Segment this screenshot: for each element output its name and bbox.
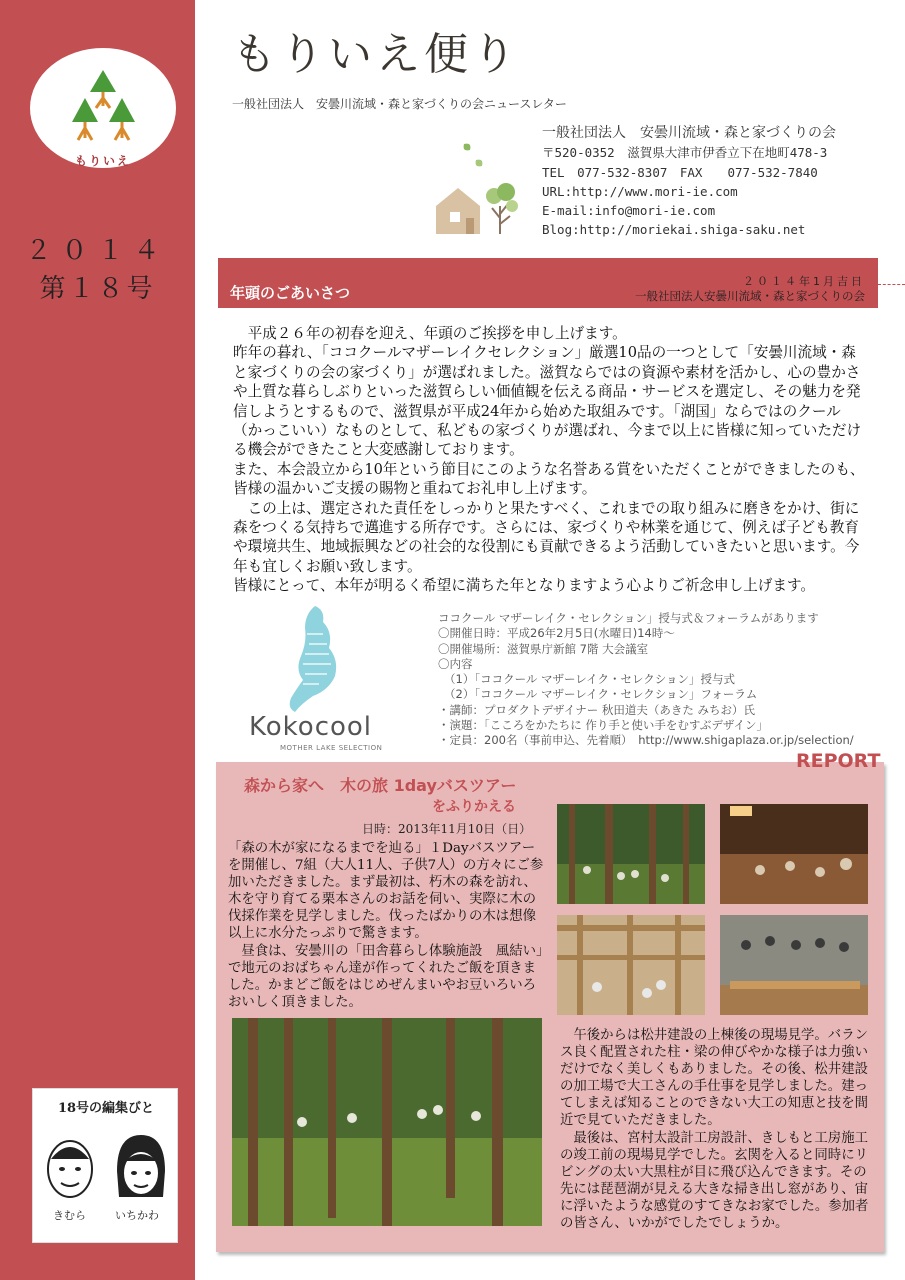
- report-paragraph: 「森の木が家になるまでを辿る」１Dayバスツアーを開催し、7組（大人11人、子供7人）の方々にご参加いただきました。まず最初は、朽木の森を訪れ、木を守り育てる栗本さんのお話を伺い、実際に木の伐採作業を見学しました。伐ったばかりの木は想像以上に水分たっぷりで驚きます。: [228, 841, 544, 942]
- greeting-org: 一般社団法人安曇川流域・森と家づくりの会: [635, 289, 865, 303]
- editor-name-kimura: きむら: [53, 1209, 86, 1222]
- issue-number: 第１８号: [39, 274, 156, 304]
- event-line: ・講師：プロダクトデザイナー 秋田道夫（あきた みちお）氏: [438, 702, 756, 717]
- editor-face-kimura-icon: [43, 1131, 97, 1203]
- kokocool-logo-sub: MOTHER LAKE SELECTION: [280, 744, 383, 752]
- event-line: ・定員：200名（事前申込、先着順） http://www.shigaplaza.or.jp/selection/: [438, 733, 854, 748]
- report-date: 日時：2013年11月10日（日）: [362, 822, 532, 836]
- event-line: 〇内容: [438, 656, 473, 671]
- report-paragraph: 最後は、宮村太設計工房設計、きしもと工房施工の竣工前の現場見学でした。玄関を入ると同時にリビングの太い大黒柱が目に飛び込んできます。その先には琵琶湖が見える大きな掃き出し窓があり、宙に浮いたような感覚のすてきなお家でした。参加者の皆さん、いかがでしたでしょうか。: [560, 1130, 869, 1232]
- newsletter-title: もりいえ便り: [232, 29, 520, 80]
- contact-email[interactable]: E-mail:info@mori-ie.com: [542, 203, 716, 219]
- event-line: 〇開催場所：滋賀県庁新館 7階 大会議室: [438, 641, 649, 656]
- greeting-paragraph: この上は、選定された責任をしっかりと果たすべく、これまでの取り組みに磨きをかけ、街に森をつくる気持ちで邁進する所存です。さらには、家づくりや林業を通じて、例えば子ども教育や環境共生、地域振興などの社会的な役割にも貢献できるよう活動していきたいと思います。今年も宜しくお願い致します。: [233, 499, 860, 575]
- event-line: ココクール マザーレイク・セレクション」授与式＆フォーラムがあります: [438, 611, 819, 625]
- event-line: （1）「ココクール マザーレイク・セレクション」授与式: [444, 672, 735, 687]
- contact-blog[interactable]: Blog:http://moriekai.shiga-saku.net: [542, 222, 806, 238]
- kokocool-logo-name: Kokocool: [249, 712, 373, 742]
- photo-forest-group: [557, 804, 705, 904]
- photo-workshop: [720, 915, 868, 1015]
- newsletter-subtitle: 一般社団法人 安曇川流域・森と家づくりの会ニュースレター: [232, 97, 567, 111]
- editor-face-ichikawa-icon: [113, 1131, 169, 1203]
- logo: [30, 48, 176, 168]
- house-tree-illustration-icon: [432, 136, 528, 236]
- greeting-paragraph: 皆様にとって、本年が明るく希望に満ちた年となりますよう心よりご祈念申し上げます。: [233, 577, 816, 595]
- photo-timber-frame: [557, 915, 705, 1015]
- greeting-paragraph: また、本会設立から10年という節目にこのような名誉ある賞をいただくことができましたのも、皆様の温かいご支援の賜物と重ねてお礼申し上げます。: [233, 460, 865, 498]
- editors-title: 18号の編集びと: [57, 1101, 155, 1116]
- editor-name-ichikawa: いちかわ: [115, 1209, 159, 1222]
- event-line: 〇開催日時：平成26年2月5日(水曜日)14時～: [438, 626, 675, 641]
- issue-year: ２０１４: [25, 236, 170, 266]
- contact-info: [542, 124, 836, 240]
- banner-dashed-line: [878, 284, 905, 285]
- report-paragraph: 昼食は、安曇川の「田舎暮らし体験施設 風結い」で地元のおばちゃん達が作ってくれたご飯を頂きました。かまどご飯をはじめぜんまいやお豆いろいろおいしく頂きました。: [228, 943, 543, 1010]
- photo-lunch-room: [720, 804, 868, 904]
- report-title-sub: をふりかえる: [432, 799, 516, 815]
- greeting-heading: 年頭のごあいさつ: [230, 284, 351, 302]
- contact-url[interactable]: URL:http://www.mori-ie.com: [542, 183, 738, 199]
- photo-forest-cutting: [232, 1018, 542, 1226]
- sidebar: [0, 0, 195, 1280]
- tree-logo-icon: [30, 48, 176, 168]
- contact-address: 〒520-0352 滋賀県大津市伊香立下在地町478-3: [542, 145, 828, 161]
- greeting-paragraph: 平成２６年の初春を迎え、年頭のご挨拶を申し上げます。: [233, 325, 627, 342]
- report-text-left: [228, 840, 546, 1011]
- report-label: REPORT: [796, 750, 881, 772]
- event-line: ・演題：「こころをかたちに 作り手と使い手をむすぶデザイン」: [438, 718, 769, 733]
- report-title: 森から家へ 木の旅 1dayバスツアー: [244, 776, 517, 795]
- event-info: [438, 611, 854, 749]
- report-text-right: [560, 1027, 872, 1232]
- report-paragraph: 午後からは松井建設の上棟後の現場見学。バランス良く配置された柱・梁の伸びやかな様子は力強いだけでなく美しくもありました。その後、松井建設の加工場で大工さんの手仕事を見学しました。建ってしまえば知ることのできない大工の知恵と技を間近で見ていただきました。: [560, 1028, 868, 1129]
- event-line: （2）「ココクール マザーレイク・セレクション」フォーラム: [444, 687, 758, 702]
- editors-box: [32, 1088, 178, 1243]
- greeting-date: ２０１４年1月吉日: [743, 275, 865, 288]
- contact-org: 一般社団法人 安曇川流域・森と家づくりの会: [542, 125, 836, 141]
- contact-phone: TEL 077-532-8307 FAX 077-532-7840: [542, 164, 818, 180]
- logo-text: もりいえ: [74, 154, 131, 168]
- greeting-body: [233, 324, 865, 596]
- greeting-paragraph: 昨年の暮れ、「ココクールマザーレイクセレクション」厳選10品の一つとして「安曇川流域・森と家づくりの会の家づくり」が選ばれました。滋賀ならではの資源や素材を活かし、心の豊かさや上質な暮らしぶりといった滋賀らしい価値観を伝える商品・サービスを選定し、その魅力を発信しようとするもので、滋賀県が平成24年から始めた取組みです。「湖国」ならではのクール（かっこいい）なものとして、私どもの家づくりが選ばれ、今まで以上に皆様に知っていただける機会ができたこと大変感謝しております。: [233, 344, 862, 459]
